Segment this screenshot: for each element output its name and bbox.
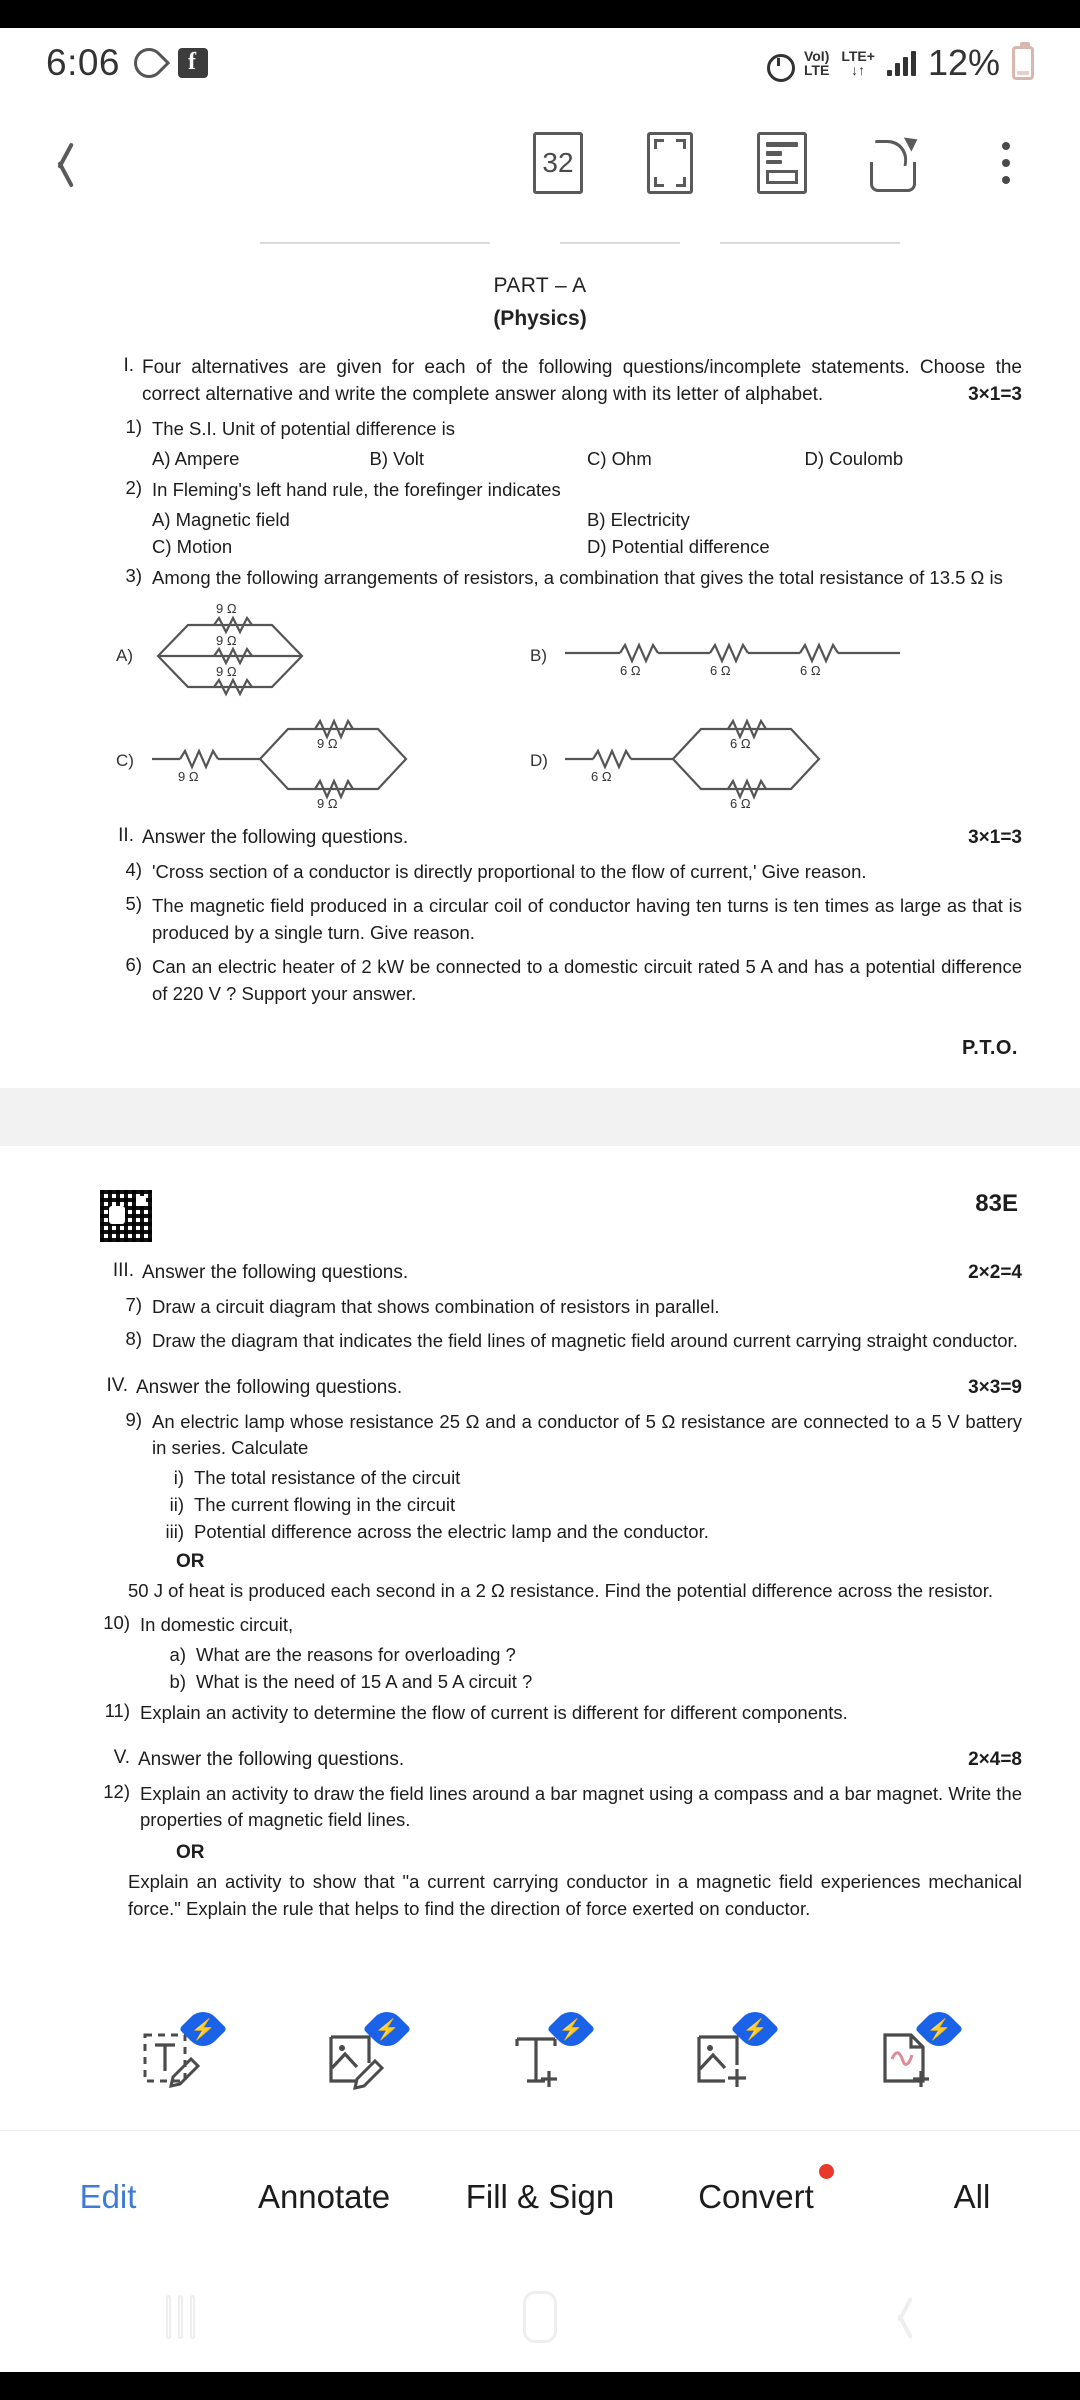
question-11-text: Explain an activity to determine the flow of current is different for different components. xyxy=(140,1701,848,1723)
lte-plus-icon xyxy=(841,49,875,77)
sub-text: The current flowing in the circuit xyxy=(194,1494,456,1516)
resistor-diagram-svg xyxy=(110,591,970,821)
app-toolbar xyxy=(0,98,1080,228)
sub-text: What is the need of 15 A and 5 A circuit ? xyxy=(196,1670,533,1692)
lte-top-label: LTE+ xyxy=(841,48,875,64)
add-text-button[interactable] xyxy=(490,2010,590,2110)
diagram-a-value-1: 9 Ω xyxy=(216,601,237,617)
section-III-marks: 2×2=4 xyxy=(968,1262,1022,1283)
fit-screen-button[interactable] xyxy=(642,131,698,195)
tab-edit-label: Edit xyxy=(79,2177,137,2215)
question-12-text: Explain an activity to draw the field lines around a bar magnet using a compass and a bar magnet. Write the properties of magnetic field lines. xyxy=(140,1782,1022,1831)
question-5-text: The magnetic field produced in a circular coil of conductor having ten turns is ten times as large as that is produced by a single turn. Give reason. xyxy=(152,895,1022,943)
diagram-b-value-3: 6 Ω xyxy=(800,663,821,679)
system-back-button[interactable] xyxy=(720,2295,1080,2339)
section-III xyxy=(0,1260,1080,1287)
option-b: B) Electricity xyxy=(587,508,690,530)
question-9-text: An electric lamp whose resistance 25 Ω and a conductor of 5 Ω resistance are connected to a 5 V battery in series. Calculate xyxy=(152,1410,1022,1459)
section-II-roman: II. xyxy=(118,825,134,847)
back-button[interactable] xyxy=(0,140,120,186)
premium-badge-icon xyxy=(915,2005,963,2053)
page2-content xyxy=(0,1146,1080,1923)
question-10-text: In domestic circuit, xyxy=(140,1614,294,1635)
section-V-text: Answer the following questions. xyxy=(138,1748,405,1770)
question-12 xyxy=(0,1781,1080,1835)
option-c: C) Ohm xyxy=(587,447,652,469)
page-number-button[interactable] xyxy=(530,131,586,195)
option-b: B) Volt xyxy=(369,447,424,469)
sub-text: The total resistance of the circuit xyxy=(194,1467,461,1489)
question-2-text: In Fleming's left hand rule, the forefinger indicates xyxy=(152,478,561,500)
leaf-icon xyxy=(128,42,170,84)
tab-all-label: All xyxy=(953,2177,991,2215)
paper-code-label: 83E xyxy=(975,1190,1018,1217)
question-9-or-label: OR xyxy=(176,1551,205,1573)
sub-number: ii) xyxy=(169,1494,184,1516)
question-2-number: 2) xyxy=(125,476,142,498)
status-bar xyxy=(0,28,1080,98)
page-top-clipped-text xyxy=(0,228,1080,250)
signal-strength-icon xyxy=(887,50,916,76)
question-12-or-label: OR xyxy=(176,1842,205,1864)
question-4-text: 'Cross section of a conductor is directly proportional to the flow of current,' Give reason. xyxy=(152,861,867,883)
question-1 xyxy=(0,416,1080,443)
pto-label: P.T.O. xyxy=(962,1037,1018,1060)
option-d: D) Coulomb xyxy=(804,447,904,469)
battery-percent-label: 12% xyxy=(927,42,1000,83)
premium-badge-icon xyxy=(547,2005,595,2053)
section-IV-text: Answer the following questions. xyxy=(136,1376,403,1398)
diagram-d-value-3: 6 Ω xyxy=(730,796,751,812)
edit-image-button[interactable] xyxy=(306,2010,406,2110)
premium-badge-icon xyxy=(363,2005,411,2053)
section-II-text: Answer the following questions. xyxy=(142,827,409,849)
question-1-options xyxy=(0,448,1080,470)
quick-tools-bar xyxy=(0,1990,1080,2130)
question-6-text: Can an electric heater of 2 kW be connected to a domestic circuit rated 5 A and has a potential difference of 220 V ? Support your answer. xyxy=(152,955,1022,1004)
section-IV-marks: 3×3=9 xyxy=(968,1376,1022,1398)
outline-button[interactable] xyxy=(754,131,810,195)
section-II xyxy=(0,825,1080,852)
sub-number: i) xyxy=(173,1467,184,1489)
bottom-tab-bar xyxy=(0,2130,1080,2262)
premium-badge-icon xyxy=(179,2005,227,2053)
diagram-b-value-2: 6 Ω xyxy=(710,663,731,679)
sub-number: b) xyxy=(169,1670,186,1692)
question-3-diagrams xyxy=(0,591,1080,821)
section-I xyxy=(0,355,1080,409)
section-I-roman: I. xyxy=(123,355,134,376)
document-page-1 xyxy=(0,228,1080,1088)
section-II-instruction xyxy=(134,825,1022,852)
question-4 xyxy=(0,859,1080,886)
add-image-button[interactable] xyxy=(674,2010,774,2110)
more-options-icon xyxy=(1002,142,1010,184)
document-page-2 xyxy=(0,1146,1080,1990)
toolbar-actions xyxy=(530,131,1080,195)
volte-icon xyxy=(804,49,829,77)
tab-convert-label: Convert xyxy=(698,2177,814,2215)
section-III-text: Answer the following questions. xyxy=(142,1262,409,1283)
diagram-a-value-2: 9 Ω xyxy=(216,633,237,649)
option-d: D) Potential difference xyxy=(587,535,770,557)
status-bar-right xyxy=(764,42,1034,84)
question-12-number: 12) xyxy=(103,1780,130,1802)
option-c: C) Motion xyxy=(152,535,233,557)
question-12-or-text: Explain an activity to show that "a current carrying conductor in a magnetic field experiences mechanical force." Explain the rule that helps to find the direction of force exerted on conductor. xyxy=(128,1871,1022,1920)
question-2-options-row2 xyxy=(0,536,1080,558)
page-separator xyxy=(0,1088,1080,1146)
section-I-marks: 3×1=3 xyxy=(968,383,1022,405)
question-9-or-text: 50 J of heat is produced each second in a 2 Ω resistance. Find the potential difference across the resistor. xyxy=(128,1580,993,1602)
lte-data-arrows: ↓↑ xyxy=(851,62,866,78)
fit-screen-icon xyxy=(647,132,693,194)
question-7 xyxy=(0,1294,1080,1321)
status-bar-left xyxy=(46,42,208,84)
sub-number: a) xyxy=(169,1643,186,1665)
tab-fill-and-sign[interactable] xyxy=(432,2178,648,2216)
question-11-number: 11) xyxy=(104,1699,130,1721)
question-5-number: 5) xyxy=(125,893,142,915)
premium-badge-icon xyxy=(731,2005,779,2053)
question-8-text: Draw the diagram that indicates the field lines of magnetic field around current carrying straight conductor. xyxy=(152,1329,1018,1351)
back-icon xyxy=(888,2295,912,2339)
home-icon xyxy=(523,2291,557,2343)
section-V-instruction xyxy=(130,1747,1022,1774)
diagram-c-value-1: 9 Ω xyxy=(178,769,199,785)
page-number-icon xyxy=(533,132,583,194)
tab-edit[interactable] xyxy=(0,2178,216,2216)
section-IV xyxy=(0,1375,1080,1402)
subject-title: (Physics) xyxy=(493,307,587,330)
tab-convert[interactable] xyxy=(648,2178,864,2216)
question-3 xyxy=(0,565,1080,592)
alarm-icon xyxy=(764,49,792,77)
question-11 xyxy=(0,1700,1080,1727)
question-1-number: 1) xyxy=(125,415,142,437)
diagram-label-d: D) xyxy=(530,751,548,771)
question-3-number: 3) xyxy=(125,564,142,586)
diagram-label-c: C) xyxy=(116,751,134,771)
sub-number: iii) xyxy=(165,1521,184,1543)
share-icon xyxy=(866,134,922,192)
question-6-number: 6) xyxy=(125,953,142,975)
question-8 xyxy=(0,1328,1080,1355)
question-6 xyxy=(0,954,1080,1008)
convert-badge-dot xyxy=(819,2164,834,2179)
tab-all[interactable] xyxy=(864,2178,1080,2216)
option-a: A) Magnetic field xyxy=(152,508,290,530)
recents-icon xyxy=(166,2295,195,2339)
page2-header xyxy=(0,1190,1080,1242)
section-IV-roman: IV. xyxy=(106,1374,128,1396)
outline-icon xyxy=(757,132,807,194)
question-9-number: 9) xyxy=(125,1408,142,1430)
back-icon xyxy=(47,140,73,186)
question-1-text: The S.I. Unit of potential difference is xyxy=(152,417,456,439)
volte-top-label: VoI) xyxy=(803,48,830,64)
question-9-sub-i xyxy=(0,1467,1080,1489)
question-8-number: 8) xyxy=(125,1327,142,1349)
diagram-c-value-2: 9 Ω xyxy=(317,736,338,752)
diagram-d-value-1: 6 Ω xyxy=(591,769,612,785)
question-5 xyxy=(0,893,1080,947)
section-IV-instruction xyxy=(128,1375,1022,1402)
recents-button[interactable] xyxy=(0,2295,360,2339)
question-7-text: Draw a circuit diagram that shows combination of resistors in parallel. xyxy=(152,1295,720,1317)
section-I-text: Four alternatives are given for each of the following questions/incomplete statements. Choose the correct alternative and write the complete answer along with its letter of alphabet. xyxy=(142,357,1022,405)
facebook-icon xyxy=(178,48,208,78)
section-V-roman: V. xyxy=(113,1746,130,1768)
document-viewer[interactable] xyxy=(0,228,1080,1990)
question-10-sub-b xyxy=(0,1671,1080,1693)
home-button[interactable] xyxy=(360,2291,720,2343)
page-count-label: 32 xyxy=(542,147,574,178)
add-signature-button[interactable] xyxy=(858,2010,958,2110)
section-III-roman: III. xyxy=(112,1260,134,1281)
question-2 xyxy=(0,477,1080,504)
question-10-sub-a xyxy=(0,1644,1080,1666)
question-10-number: 10) xyxy=(103,1612,130,1633)
qr-code-icon xyxy=(100,1190,152,1242)
question-3-text: Among the following arrangements of resistors, a combination that gives the total resistance of 13.5 Ω is xyxy=(152,566,1003,588)
diagram-a-value-3: 9 Ω xyxy=(216,664,237,680)
more-options-button[interactable] xyxy=(978,131,1034,195)
question-9-sub-iii xyxy=(0,1521,1080,1543)
diagram-c-value-3: 9 Ω xyxy=(317,796,338,812)
question-2-options-row1 xyxy=(0,509,1080,531)
status-clock: 6:06 xyxy=(46,42,121,83)
tab-annotate-label: Annotate xyxy=(257,2177,391,2215)
tab-fill-and-sign-label: Fill & Sign xyxy=(465,2177,615,2215)
share-button[interactable] xyxy=(866,131,922,195)
option-a: A) Ampere xyxy=(152,447,240,469)
battery-icon xyxy=(1012,46,1034,80)
diagram-b-value-1: 6 Ω xyxy=(620,663,641,679)
diagram-label-b: B) xyxy=(530,646,547,666)
question-10 xyxy=(0,1612,1080,1639)
sub-text: What are the reasons for overloading ? xyxy=(196,1643,516,1665)
question-9 xyxy=(0,1409,1080,1463)
edit-text-region-button[interactable] xyxy=(122,2010,222,2110)
page1-content xyxy=(0,228,1080,1060)
system-navigation-bar xyxy=(0,2262,1080,2372)
section-III-instruction xyxy=(134,1260,1022,1287)
volte-bottom-label: LTE xyxy=(803,62,830,78)
diagram-label-a: A) xyxy=(116,646,133,666)
part-title: PART – A xyxy=(493,274,587,297)
section-II-marks: 3×1=3 xyxy=(968,827,1022,849)
question-9-sub-ii xyxy=(0,1494,1080,1516)
section-I-instruction xyxy=(134,355,1022,409)
sub-text: Potential difference across the electric lamp and the conductor. xyxy=(194,1521,709,1543)
question-4-number: 4) xyxy=(125,859,142,881)
section-V xyxy=(0,1747,1080,1774)
tab-annotate[interactable] xyxy=(216,2178,432,2216)
section-V-marks: 2×4=8 xyxy=(968,1748,1022,1770)
question-7-number: 7) xyxy=(125,1293,142,1315)
diagram-d-value-2: 6 Ω xyxy=(730,736,751,752)
